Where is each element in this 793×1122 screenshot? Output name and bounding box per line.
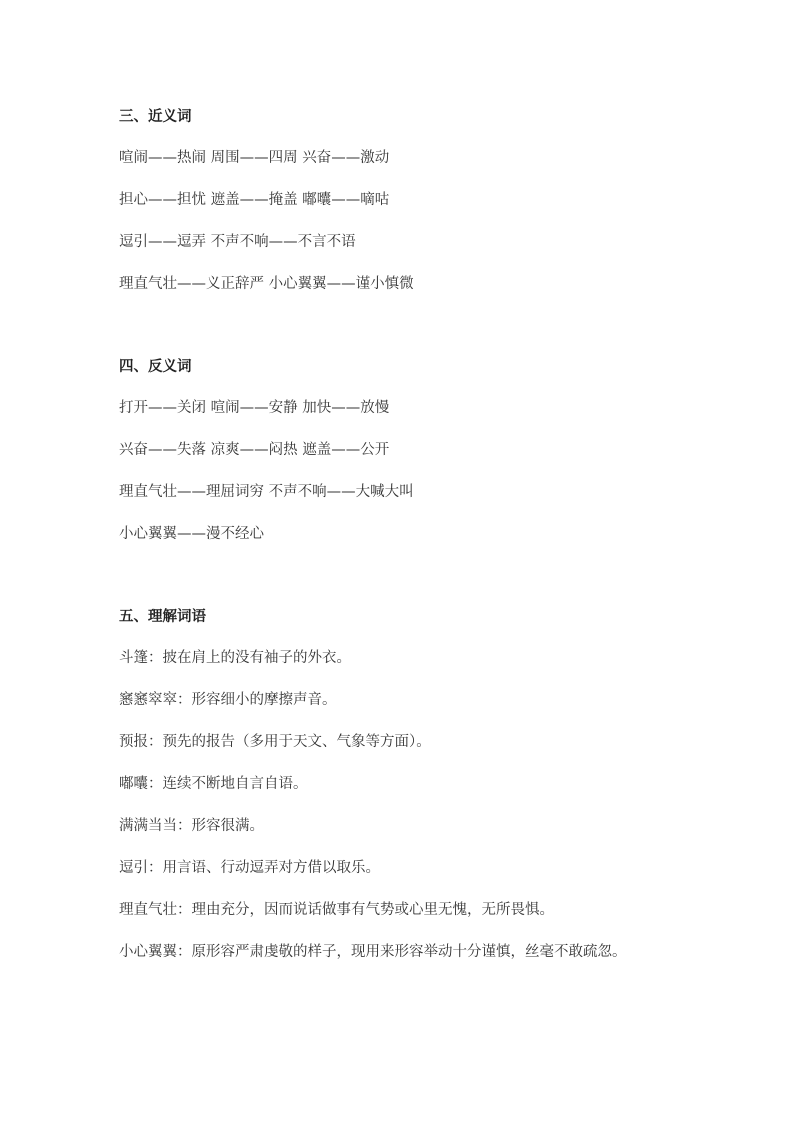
synonym-line: 担心——担忧 遮盖——掩盖 嘟囔——嘀咕 [119,192,390,208]
definition-line: 斗篷：披在肩上的没有袖子的外衣。 [119,650,351,666]
synonym-line: 喧闹——热闹 周围——四周 兴奋——激动 [119,150,390,166]
definition-line: 小心翼翼：原形容严肃虔敬的样子，现用来形容举动十分谨慎，丝毫不敢疏忽。 [119,944,627,960]
definition-line: 逗引：用言语、行动逗弄对方借以取乐。 [119,860,380,876]
section-heading-antonyms: 四、反义词 [119,359,192,375]
definition-line: 满满当当：形容很满。 [119,818,264,834]
antonym-line: 兴奋——失落 凉爽——闷热 遮盖——公开 [119,442,390,458]
antonym-line: 小心翼翼——漫不经心 [119,526,264,542]
section-heading-definitions: 五、理解词语 [119,609,206,625]
synonym-line: 理直气壮——义正辞严 小心翼翼——谨小慎微 [119,276,414,292]
definition-line: 窸窸窣窣：形容细小的摩擦声音。 [119,692,337,708]
antonym-line: 打开——关闭 喧闹——安静 加快——放慢 [119,400,390,416]
synonym-line: 逗引——逗弄 不声不响——不言不语 [119,234,356,250]
section-heading-synonyms: 三、近义词 [119,109,192,125]
definition-line: 预报：预先的报告（多用于天文、气象等方面）。 [119,734,431,750]
definition-line: 嘟囔：连续不断地自言自语。 [119,776,308,792]
definition-line: 理直气壮：理由充分，因而说话做事有气势或心里无愧，无所畏惧。 [119,902,554,918]
antonym-line: 理直气壮——理屈词穷 不声不响——大喊大叫 [119,484,414,500]
